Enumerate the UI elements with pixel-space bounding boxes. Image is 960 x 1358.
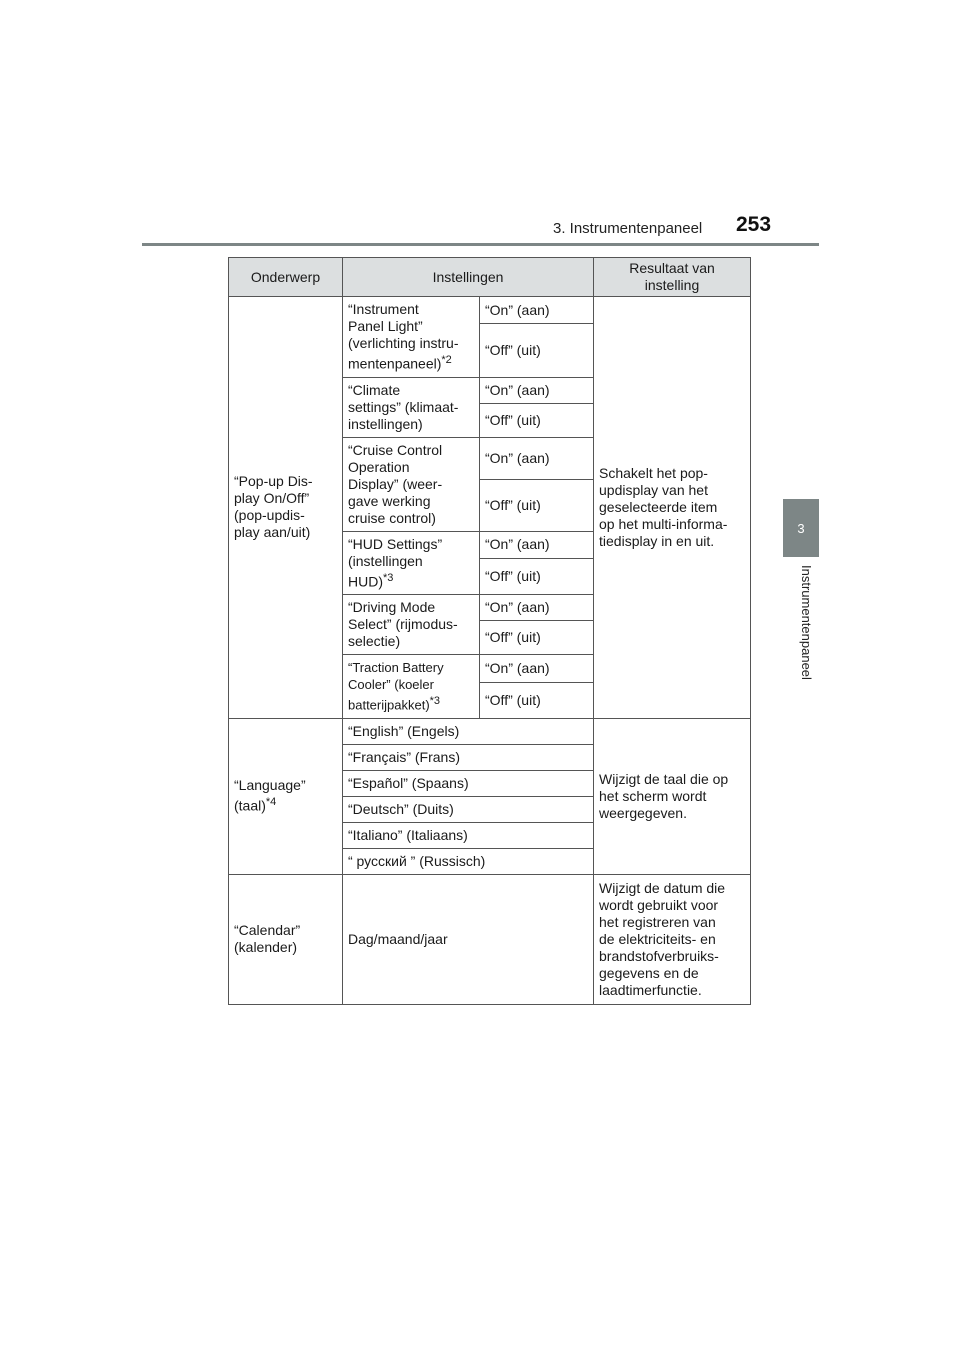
header-topic: Onderwerp xyxy=(229,258,343,297)
chapter-tab xyxy=(783,499,819,557)
popup-topic-cell: “Pop-up Dis- play On/Off” (pop-updis- play aan/uit) xyxy=(229,297,343,719)
table-header-row xyxy=(229,258,751,297)
calendar-setting-cell: Dag/maand/jaar xyxy=(343,874,594,1004)
header-settings: Instellingen xyxy=(343,258,594,297)
section-title: 3. Instrumentenpaneel xyxy=(553,220,703,237)
table-row xyxy=(229,718,751,744)
header-result: Resultaat van instelling xyxy=(594,258,751,297)
page-number: 253 xyxy=(736,213,772,236)
table-row xyxy=(229,874,751,1004)
popup-item-name: “Traction Battery Cooler” (koeler batterijpakket)$^{*3}$ xyxy=(343,655,480,718)
header-divider xyxy=(142,243,819,246)
language-option: “Español” (Spaans) xyxy=(343,770,594,796)
option-off: “Off” (uit) xyxy=(480,559,594,595)
language-option: “ русский ” (Russisch) xyxy=(343,848,594,874)
calendar-result-cell: Wijzigt de datum die wordt gebruikt voor het registreren van de elektriciteits- en brandstofverbruiks- gegevens en de laadtimerfunctie. xyxy=(594,874,751,1004)
option-off: “Off” (uit) xyxy=(480,479,594,531)
option-off: “Off” (uit) xyxy=(480,403,594,437)
popup-item-name: “Climate settings” (klimaat- instellingen) xyxy=(343,377,480,437)
popup-result-cell: Schakelt het pop- updisplay van het geselecteerde item op het multi-informa- tiedisplay in en uit. xyxy=(594,297,751,719)
option-off: “Off” (uit) xyxy=(480,324,594,377)
popup-item-name: “Instrument Panel Light” (verlichting instru- mentenpaneel)$^{*2}$ xyxy=(343,297,480,378)
option-on: “On” (aan) xyxy=(480,531,594,559)
language-topic-cell: “Language” (taal)$^{*4}$ xyxy=(229,718,343,874)
table-row xyxy=(229,297,751,324)
popup-item-name: “Driving Mode Select” (rijmodus- selectie) xyxy=(343,595,480,655)
option-on: “On” (aan) xyxy=(480,297,594,324)
option-on: “On” (aan) xyxy=(480,437,594,479)
option-on: “On” (aan) xyxy=(480,377,594,403)
option-on: “On” (aan) xyxy=(480,655,594,682)
calendar-topic-cell: “Calendar” (kalender) xyxy=(229,874,343,1004)
language-option: “English” (Engels) xyxy=(343,718,594,744)
option-off: “Off” (uit) xyxy=(480,621,594,655)
option-off: “Off” (uit) xyxy=(480,682,594,718)
language-result-cell: Wijzigt de taal die op het scherm wordt weergegeven. xyxy=(594,718,751,874)
popup-item-name: “Cruise Control Operation Display” (weer- gave werking cruise control) xyxy=(343,437,480,531)
settings-table xyxy=(228,257,751,1005)
language-option: “Italiano” (Italiaans) xyxy=(343,822,594,848)
language-option: “Français” (Frans) xyxy=(343,744,594,770)
popup-item-name: “HUD Settings” (instellingen HUD)$^{*3}$ xyxy=(343,531,480,595)
chapter-number: 3 xyxy=(797,520,805,536)
option-on: “On” (aan) xyxy=(480,595,594,621)
chapter-label: Instrumentenpaneel xyxy=(799,565,814,680)
language-option: “Deutsch” (Duits) xyxy=(343,796,594,822)
